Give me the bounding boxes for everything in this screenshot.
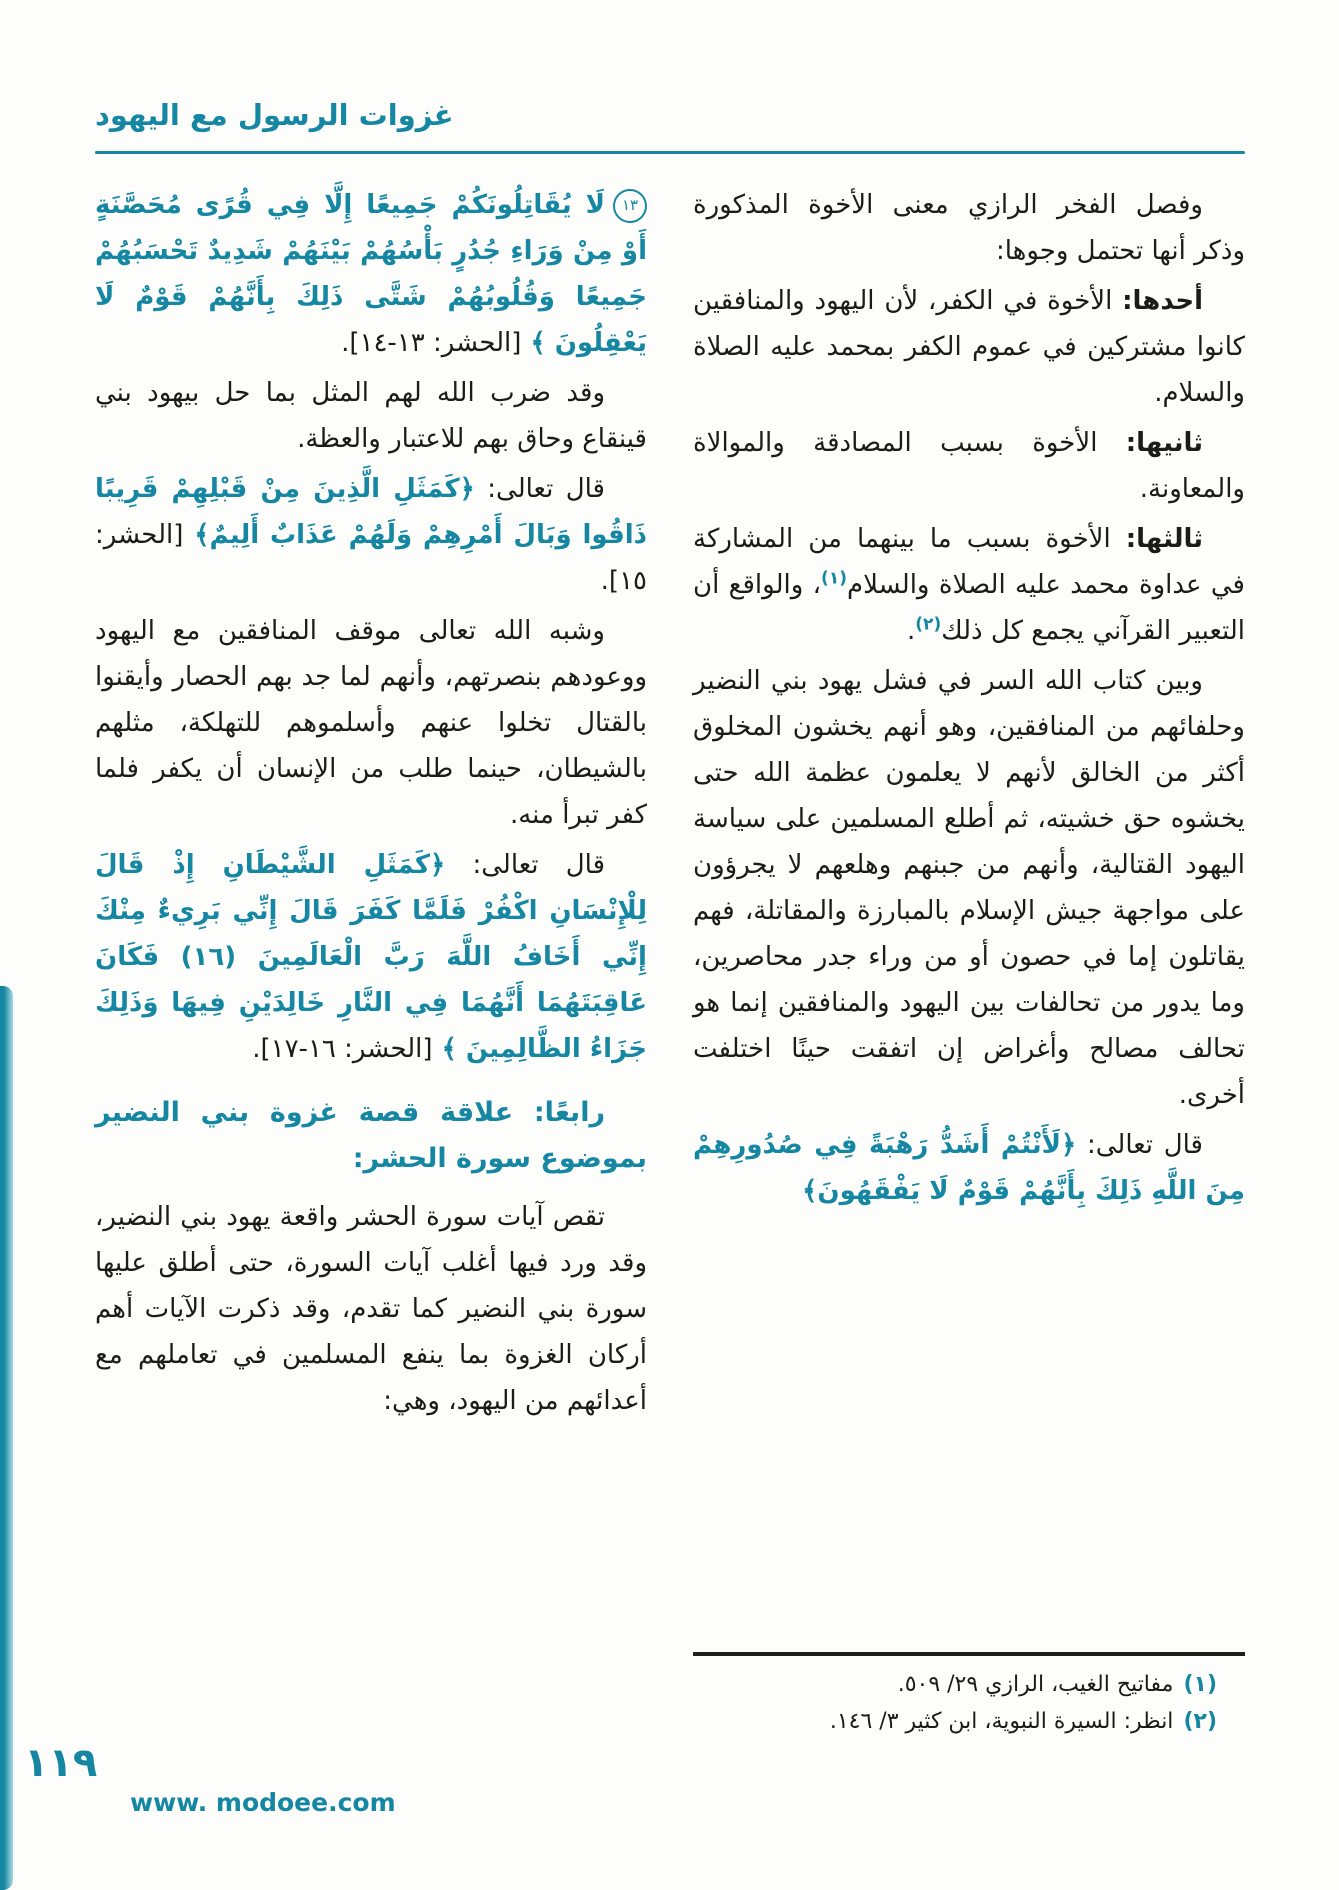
lead-word: ثانيها:: [1125, 428, 1203, 458]
footnote-marker: (٢): [915, 614, 942, 635]
footnote-marker: (١): [821, 568, 847, 589]
lead-word: أحدها:: [1122, 286, 1203, 316]
quran-quote: ﴿لَأَنْتُمْ أَشَدُّ رَهْبَةً فِي صُدُورِهِمْ مِنَ اللَّهِ ذَلِكَ بِأَنَّهُمْ قَوْمٌ لَا يَفْقَهُونَ﴾: [693, 1130, 1245, 1206]
paragraph: [693, 182, 1245, 274]
page-number: ١١٩: [24, 1740, 98, 1786]
text-run: الأخوة بسبب ما بينهما من المشاركة في عداوة محمد عليه الصلاة والسلام: [693, 524, 1245, 600]
paragraph: [95, 842, 647, 1072]
paragraph: [95, 608, 647, 838]
paragraph: [693, 516, 1245, 654]
text-run: وشبه الله تعالى موقف المنافقين مع اليهود ووعودهم بنصرتهم، وأنهم لما جد بهم الحصار وأيقنوا بالقتال تخلوا عنهم وأسلموهم للتهلكة، مثلهم بالشيطان، حينما طلب من الإنسان أن يكفر فلما كفر تبرأ منه.: [95, 616, 647, 830]
page-edge-strip: [0, 986, 13, 1890]
text-run: تقص آيات سورة الحشر واقعة يهود بني النضير، وقد ورد فيها أغلب آيات السورة، حتى أطلق عليها سورة بني النضير كما تقدم، وقد ذكرت الآيات أهم أركان الغزوة بما ينفع المسلمين في تعاملهم مع أعدائهم من اليهود، وهي:: [95, 1202, 647, 1416]
ayah-number-badge: ١٣: [613, 189, 647, 223]
paragraph: [693, 658, 1245, 1118]
paragraph: [693, 420, 1245, 512]
verse-reference: [الحشر: ١٣-١٤].: [341, 328, 522, 358]
text-run: قال تعالى:: [1076, 1130, 1203, 1160]
footnote-text: مفاتيح الغيب، الرازي ٢٩/ ٥٠٩.: [897, 1672, 1174, 1697]
text-columns: [95, 182, 1245, 1428]
text-run: الأخوة بسبب المصادقة والموالاة والمعاونة.: [693, 428, 1245, 504]
quran-quote: لَا يُقَاتِلُونَكُمْ جَمِيعًا إِلَّا فِي قُرًى مُحَصَّنَةٍ أَوْ مِنْ وَرَاءِ جُدُرٍ بَأْسُهُمْ بَيْنَهُمْ شَدِيدٌ تَحْسَبُهُمْ جَمِيعًا وَقُلُوبُهُمْ شَتَّى ذَلِكَ بِأَنَّهُمْ قَوْمٌ لَا يَعْقِلُونَ ﴾: [95, 190, 647, 358]
paragraph: [693, 278, 1245, 416]
quran-verse-block: [95, 182, 647, 366]
footnote-text: انظر: السيرة النبوية، ابن كثير ٣/ ١٤٦.: [829, 1709, 1174, 1734]
footnote: [693, 1703, 1245, 1740]
quran-quote: ﴿كَمَثَلِ الشَّيْطَانِ إِذْ قَالَ لِلْإِنْسَانِ اكْفُرْ فَلَمَّا كَفَرَ قَالَ إِنِّي بَرِيءٌ مِنْكَ إِنِّي أَخَافُ اللَّهَ رَبَّ الْعَالَمِينَ (١٦) فَكَانَ عَاقِبَتَهُمَا أَنَّهُمَا فِي النَّارِ خَالِدَيْنِ فِيهَا وَذَلِكَ جَزَاءُ الظَّالِمِينَ ﴾: [95, 850, 647, 1064]
text-run: .: [907, 616, 916, 646]
quran-quote: ﴿كَمَثَلِ الَّذِينَ مِنْ قَبْلِهِمْ قَرِيبًا ذَاقُوا وَبَالَ أَمْرِهِمْ وَلَهُمْ عَذَابٌ أَلِيمٌ﴾: [95, 474, 647, 550]
text-run: ، والواقع أن التعبير القرآني يجمع كل ذلك: [693, 570, 1245, 646]
header-title: غزوات الرسول مع اليهود: [95, 98, 454, 132]
footnote-number: (١): [1183, 1672, 1217, 1697]
text-run: وبين كتاب الله السر في فشل يهود بني النضير وحلفائهم من المنافقين، وهو أنهم يخشون المخلوق أكثر من الخالق لأنهم لا يعلمون عظمة الله حتى يخشوه حق خشيته، ثم أطلع المسلمين على سياسة اليهود القتالية، وأنهم من جبنهم وهلعهم لا يجرؤون على مواجهة جيش الإسلام بالمبارزة والمقاتلة، فهم يقاتلون إما في حصون أو من وراء جدر محاصرين، وما يدور من تحالفات بين اليهود والمنافقين إنما هو تحالف مصالح وأغراض إن اتفقت حينًا اختلفت أخرى.: [693, 666, 1245, 1110]
footnotes: [693, 1652, 1245, 1740]
footnote-number: (٢): [1183, 1709, 1217, 1734]
lead-word: ثالثها:: [1125, 524, 1203, 554]
text-run: قال تعالى:: [474, 474, 605, 504]
section-heading: رابعًا: علاقة قصة غزوة بني النضير بموضوع سورة الحشر:: [95, 1097, 647, 1174]
paragraph: [95, 370, 647, 462]
text-run: وقد ضرب الله لهم المثل بما حل بيهود بني قينقاع وحاق بهم للاعتبار والعظة.: [95, 378, 647, 454]
paragraph: [95, 466, 647, 604]
text-run: وفصل الفخر الرازي معنى الأخوة المذكورة وذكر أنها تحتمل وجوها:: [693, 190, 1245, 266]
column-left: [95, 182, 647, 1428]
text-run: قال تعالى:: [445, 850, 606, 880]
verse-reference: [الحشر: ١٥].: [95, 520, 647, 596]
paragraph: [95, 1194, 647, 1424]
column-right: [693, 182, 1245, 1428]
website-link: www. modoee.com: [130, 1788, 396, 1817]
verse-reference: [الحشر: ١٦-١٧].: [252, 1034, 433, 1064]
text-run: الأخوة في الكفر، لأن اليهود والمنافقين كانوا مشتركين في عموم الكفر بمحمد عليه الصلاة والسلام.: [693, 286, 1245, 408]
paragraph: [693, 1122, 1245, 1214]
footnote-separator: [693, 1652, 1245, 1656]
footnote: [693, 1666, 1245, 1703]
header-rule: [95, 151, 1245, 154]
